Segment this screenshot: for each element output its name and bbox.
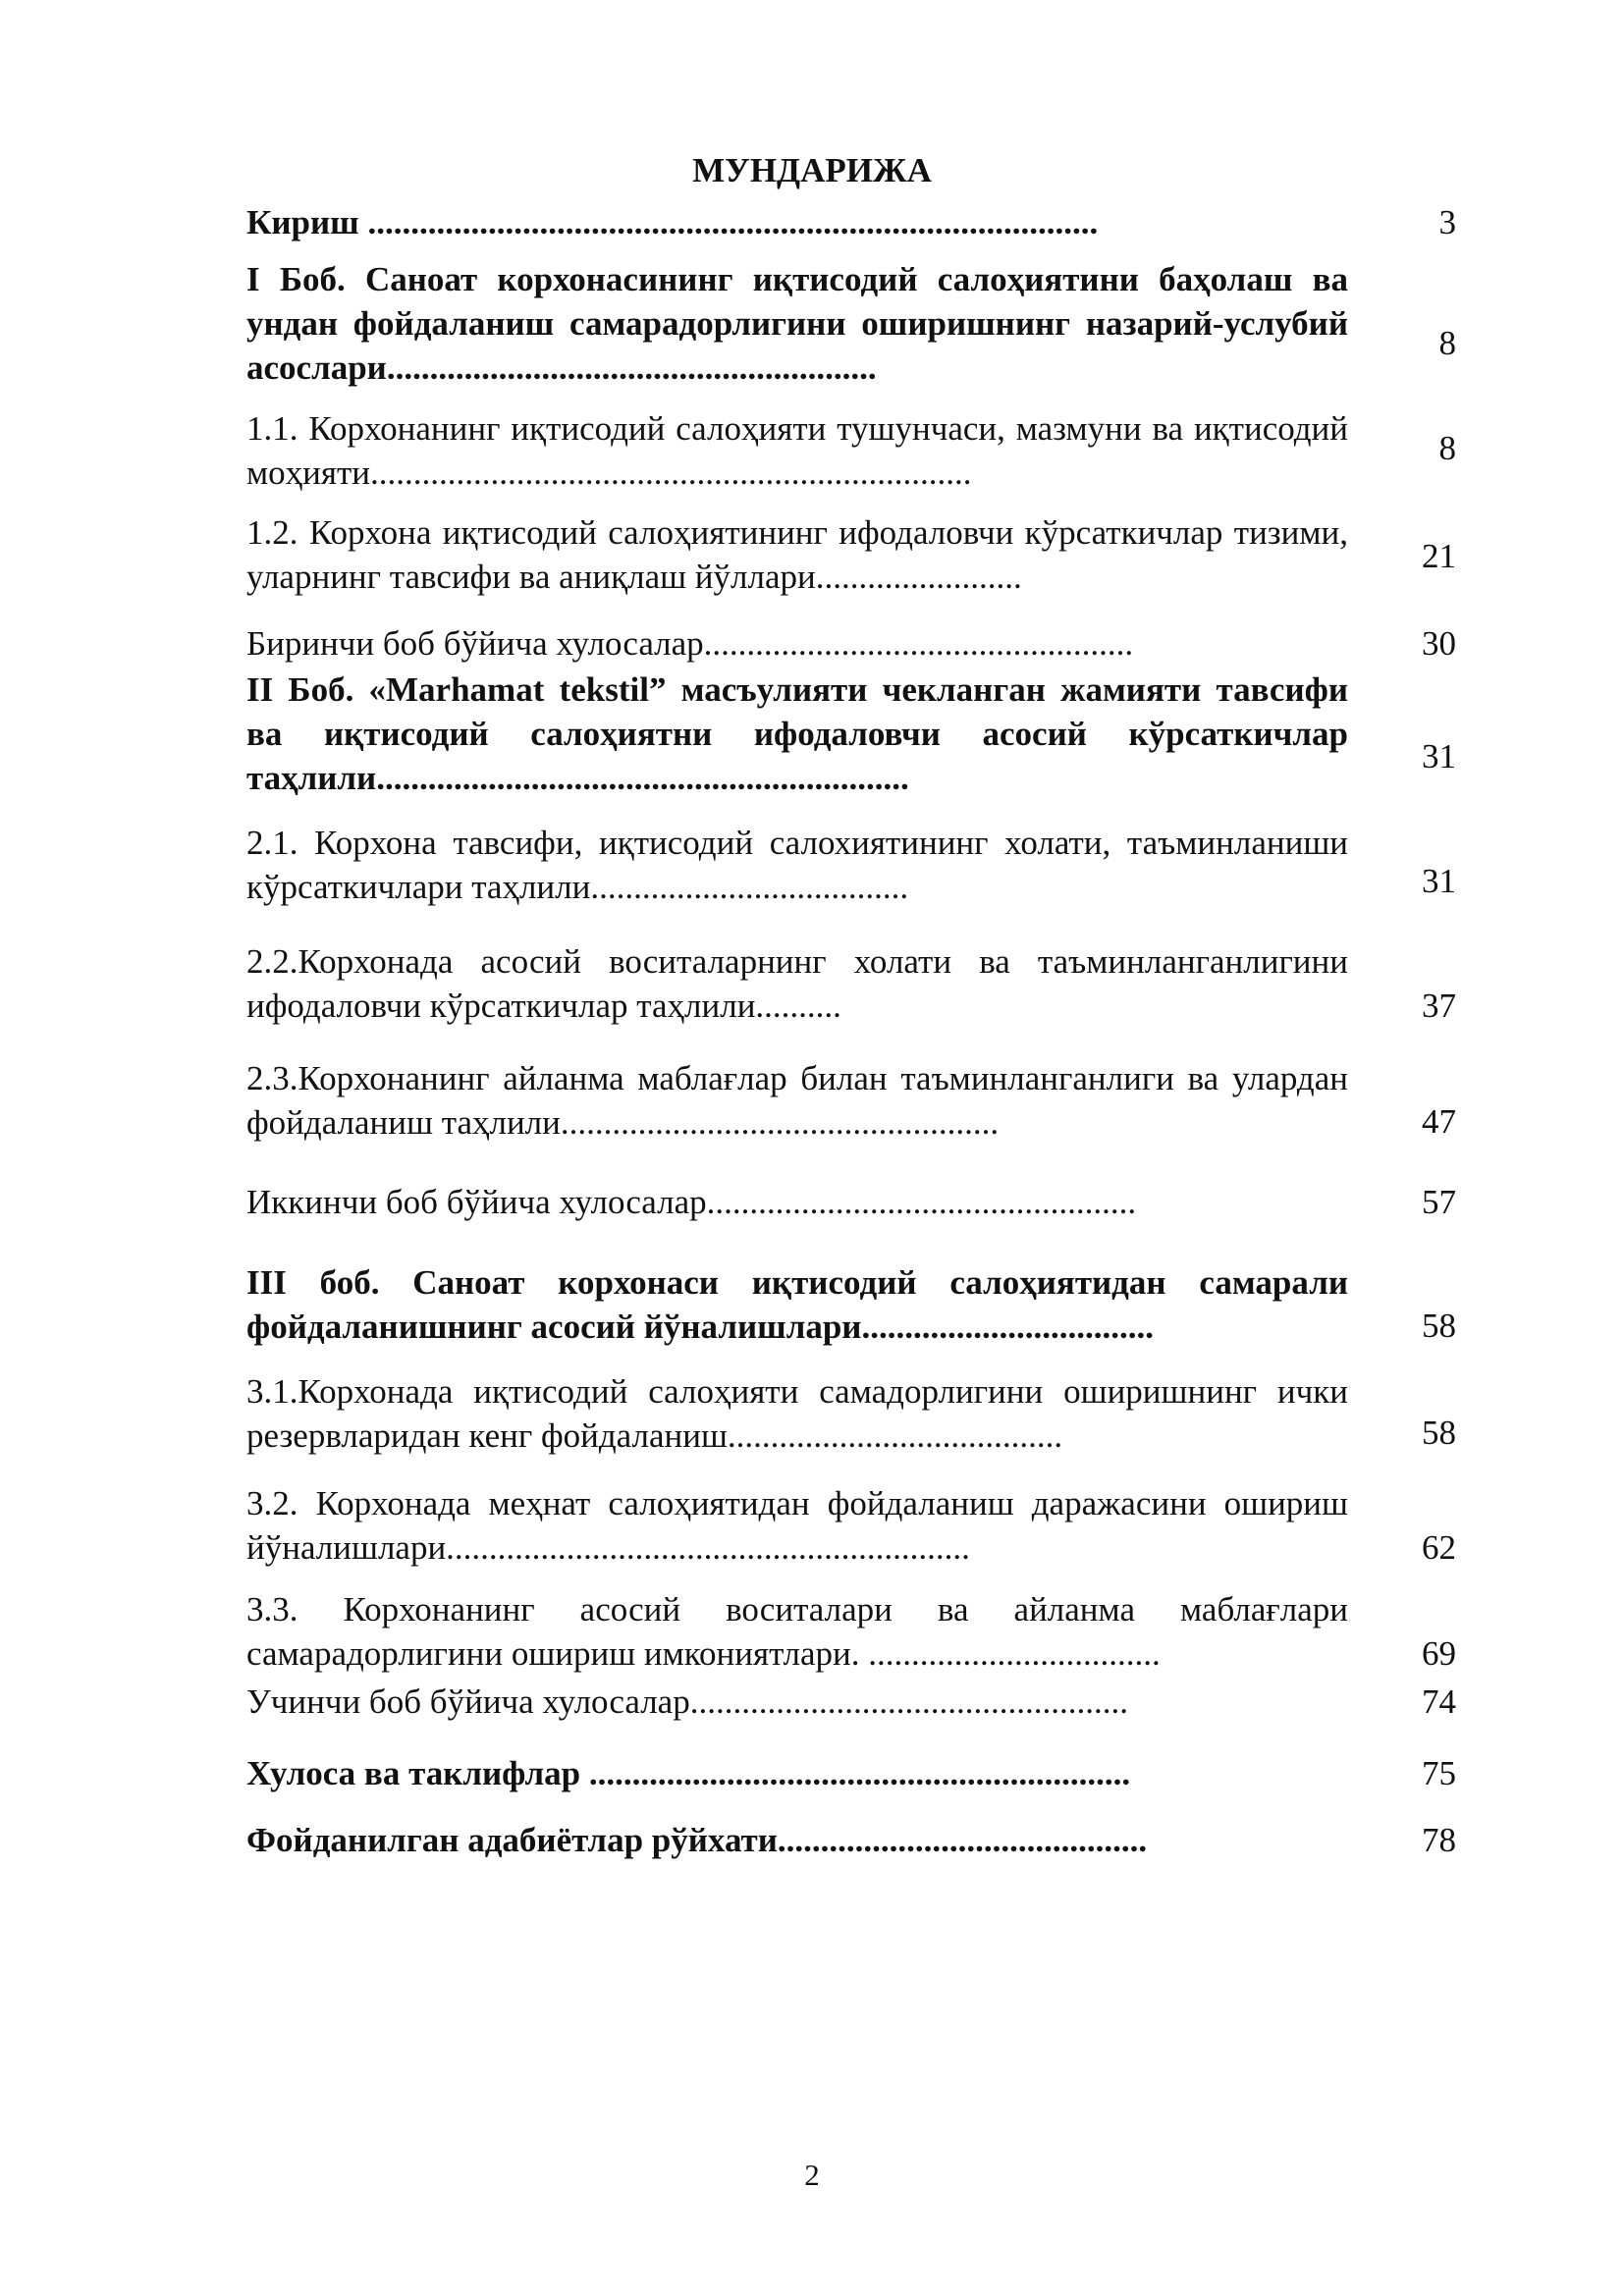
toc-entry-title: Хулоса ва таклифлар ............................................................... xyxy=(246,1754,1131,1792)
toc-entry-title: II Боб. «Marhamat tekstil” масъулияти чекланган жамияти тавсифи ва иқтисодий салоҳиятни ифодаловчи асосий кўрсаткичлар таҳлили.............................................................. xyxy=(246,670,1348,797)
toc-entry-conclusions[interactable] xyxy=(246,1751,1456,1795)
toc-entry-section-3-3[interactable] xyxy=(246,1587,1456,1676)
toc-entry-chapter-2-conclusion[interactable] xyxy=(246,1180,1456,1224)
toc-entry-page: 75 xyxy=(1422,1754,1456,1792)
toc-entry-page: 21 xyxy=(1422,537,1456,575)
toc-entry-title: Кириш ..................................................................................... xyxy=(246,203,1099,241)
toc-entry-title: 1.1. Корхонанинг иқтисодий салоҳияти тушунчаси, мазмуни ва иқтисодий моҳияти...................................................................... xyxy=(246,409,1348,492)
toc-entry-title: 2.3.Корхонанинг айланма маблағлар билан таъминланганлиги ва улардан фойдаланиш таҳлили................................................... xyxy=(246,1059,1348,1142)
toc-entry-title: 3.1.Корхонада иқтисодий салоҳияти самадорлигини оширишнинг ички резервларидан кенг фойдаланиш....................................... xyxy=(246,1372,1348,1455)
toc-entry-page: 30 xyxy=(1422,624,1456,663)
toc-entry-title: 2.2.Корхонада асосий воситаларнинг холати ва таъминланганлигини ифодаловчи кўрсаткичлар таҳлили.......... xyxy=(246,942,1348,1025)
toc-entry-section-3-2[interactable] xyxy=(246,1481,1456,1570)
toc-entry-references[interactable] xyxy=(246,1818,1456,1862)
page-title: МУНДАРИЖА xyxy=(692,151,932,189)
toc-entry-page: 8 xyxy=(1438,324,1456,362)
toc-entry-page: 58 xyxy=(1422,1307,1456,1345)
toc-entry-section-1-1[interactable] xyxy=(246,406,1456,495)
toc-entry-introduction[interactable] xyxy=(246,200,1456,244)
toc-entry-title: I Боб. Саноат корхонасининг иқтисодий салоҳиятини баҳолаш ва ундан фойдаланиш самарадорлигини оширишнинг назарий-услубий асослари......................................................... xyxy=(246,260,1348,387)
toc-entry-page: 58 xyxy=(1422,1414,1456,1452)
page-number: 2 xyxy=(804,2158,820,2192)
toc-entry-title: Фойданилган адабиётлар рўйхати........................................... xyxy=(246,1821,1148,1859)
toc-entry-title: III боб. Саноат корхонаси иқтисодий салоҳиятидан самарали фойдаланишнинг асосий йўналишлари.................................. xyxy=(246,1263,1348,1346)
toc-entry-section-2-1[interactable] xyxy=(246,821,1456,909)
toc-entry-chapter-2[interactable] xyxy=(246,667,1456,800)
toc-entry-page: 3 xyxy=(1438,203,1456,241)
toc-entry-chapter-3[interactable] xyxy=(246,1260,1456,1349)
toc-entry-page: 62 xyxy=(1422,1528,1456,1567)
toc-entry-page: 74 xyxy=(1422,1682,1456,1721)
toc-entry-title: Биринчи боб бўйича хулосалар.................................................. xyxy=(246,624,1134,663)
toc-entry-title: 3.3. Корхонанинг асосий воситалари ва айланма маблағлари самарадорлигини ошириш имкониятлари. .................................. xyxy=(246,1590,1348,1673)
toc-entry-title: Иккинчи боб бўйича хулосалар.................................................. xyxy=(246,1183,1137,1221)
toc-entry-chapter-3-conclusion[interactable] xyxy=(246,1680,1456,1724)
toc-entry-section-1-2[interactable] xyxy=(246,510,1456,599)
toc-entry-page: 57 xyxy=(1422,1183,1456,1221)
toc-entry-page: 47 xyxy=(1422,1102,1456,1141)
toc-entry-section-2-3[interactable] xyxy=(246,1056,1456,1145)
toc-entry-page: 31 xyxy=(1422,862,1456,900)
toc-entry-section-3-1[interactable] xyxy=(246,1369,1456,1458)
toc-entry-chapter-1-conclusion[interactable] xyxy=(246,621,1456,666)
toc-entry-page: 31 xyxy=(1422,737,1456,775)
toc-entry-title: 1.2. Корхона иқтисодий салоҳиятининг ифодаловчи кўрсаткичлар тизими, уларнинг тавсифи ва аниқлаш йўллари........................ xyxy=(246,513,1348,596)
toc-entry-title: 3.2. Корхонада меҳнат салоҳиятидан фойдаланиш даражасини ошириш йўналишлари............................................................. xyxy=(246,1484,1348,1567)
toc-entry-title: 2.1. Корхона тавсифи, иқтисодий салохиятининг холати, таъминланиши кўрсаткичлари таҳлили..................................... xyxy=(246,824,1348,906)
toc-entry-chapter-1[interactable] xyxy=(246,257,1456,390)
toc-entry-section-2-2[interactable] xyxy=(246,939,1456,1028)
toc-entry-page: 78 xyxy=(1422,1821,1456,1859)
toc-entry-title: Учинчи боб бўйича хулосалар................................................... xyxy=(246,1682,1128,1721)
toc-entry-page: 69 xyxy=(1422,1634,1456,1673)
toc-entry-page: 37 xyxy=(1422,987,1456,1025)
toc-entry-page: 8 xyxy=(1438,429,1456,467)
